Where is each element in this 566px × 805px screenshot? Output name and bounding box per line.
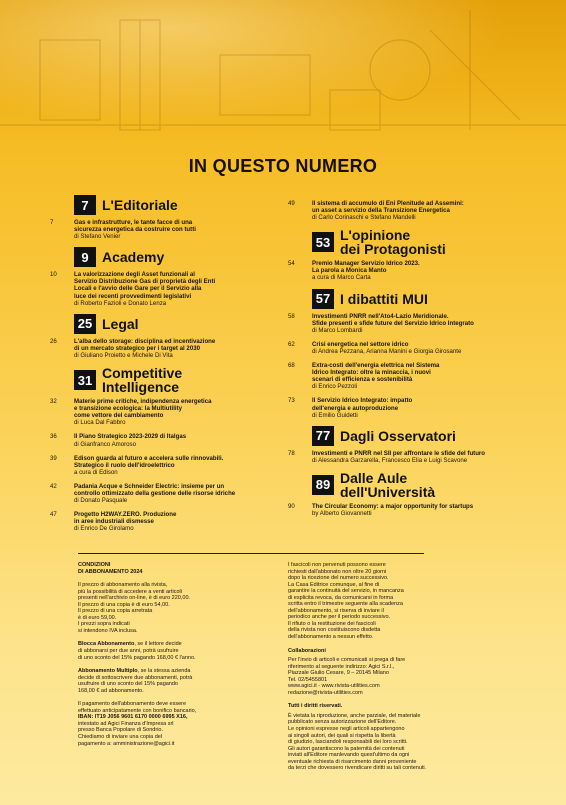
collaborations-contact: Per l'invio di articoli e comunicati si prega di fare riferimento al seguente indirizzo: Agici S.r.l., Piazzale Giulio Cesare, 9 – 20145 Milano Tel. 02/5455801 www.agici.it - www.rivista-utilities.com redazione@rivista-utilities.com — [288, 657, 406, 696]
toc-entry — [50, 483, 280, 504]
entry-title: La valorizzazione degli Asset funzionali al Servizio Distribuzione Gas di proprietà degli Enti Locali e l'avvio delle Gare per il Servizio alla luce dei recenti provvedimenti legislativi — [74, 271, 216, 300]
entry-page: 54 — [288, 260, 295, 268]
entry-author: di Enrico Pezzoli — [312, 383, 358, 391]
entry-author: a cura di Marco Carta — [312, 274, 371, 282]
toc-entry — [50, 219, 280, 240]
entry-author: di Carlo Corinaschi e Stefano Mandelli — [312, 214, 416, 222]
entry-text — [74, 271, 280, 306]
section-number-badge: 25 — [74, 314, 96, 334]
entry-page: 26 — [50, 337, 57, 345]
entry-title: Edison guarda al futuro e accelera sulle rinnovabili. Strategico il ruolo dell'idroelettrico — [74, 454, 224, 469]
entry-text — [312, 200, 518, 221]
entry-text — [74, 483, 280, 504]
iban: IBAN: IT19 J056 9601 6170 0000 6995 X16, — [78, 714, 188, 721]
entry-text — [312, 260, 518, 281]
entry-page: 42 — [50, 482, 57, 490]
section-number-badge: 9 — [74, 247, 96, 267]
entry-author: a cura di Edison — [74, 468, 118, 476]
entry-author: by Alberto Giovannetti — [312, 509, 372, 517]
entry-page: 58 — [288, 312, 295, 320]
entry-title: Crisi energetica nel settore idrico — [312, 340, 409, 348]
entry-page: 39 — [50, 454, 57, 462]
toc-entry — [288, 260, 518, 281]
entry-text — [74, 398, 280, 426]
missing-issues-note: I fascicoli non pervenuti possono essere richiesti dall'abbonato non oltre 20 giorni dopo la ricezione del numero successivo. La Casa Editrice comunque, al fine di garantire la continuità del servizio, in mancanza di esplicita revoca, da comunicarsi in forma scritta entro il trimestre seguente alla scadenza dell'abbonamento, si riserva di inviare il periodico anche per il periodo successivo. Il rifiuto o la restituzione dei fascicoli della rivista non costituiscono disdetta dell'abbonamento a nessun effetto. — [288, 562, 404, 641]
toc-right-column — [288, 200, 518, 524]
entry-text — [74, 433, 280, 447]
toc-entry — [50, 271, 280, 306]
section-title: Academy — [102, 249, 165, 266]
entry-page: 47 — [50, 511, 57, 519]
section-title: Dalle Aule dell'Università — [340, 469, 436, 500]
section-number-badge: 31 — [74, 370, 96, 390]
section-number-badge: 57 — [312, 289, 334, 309]
entry-text — [312, 341, 518, 355]
entry-title: L'alba dello storage: disciplina ed incentivazione di un mercato strategico per i target al 2030 — [74, 337, 216, 352]
entry-author: di Enrico De Girolamo — [74, 525, 134, 533]
toc-entry — [50, 511, 280, 532]
toc-entry — [288, 200, 518, 221]
entry-author: di Donato Pasquale — [74, 497, 128, 505]
conditions-heading: CONDIZIONI DI ABBONAMENTO 2024 — [78, 562, 143, 575]
entry-page: 32 — [50, 398, 57, 406]
entry-author: di Roberto Fazioli e Donato Lenza — [74, 299, 167, 307]
toc-entry — [288, 341, 518, 355]
conditions-two-year: Blocca Abbonamento, se il lettore decide di abbonarsi per due anni, potrà usufruire di uno sconto del 15% pagando 168,00 € l'anno. — [78, 641, 196, 661]
entry-page: 36 — [50, 433, 57, 441]
entry-title: Gas e infrastrutture, le tante facce di una sicurezza energetica da costruire con tutti — [74, 219, 196, 234]
entry-title: The Circular Economy: a major opportunity for startups — [312, 502, 474, 510]
entry-author: di Marco Lombardi — [312, 326, 363, 334]
toc-entry — [288, 362, 518, 390]
section-title: L'Editoriale — [102, 197, 178, 213]
entry-page: 73 — [288, 397, 295, 405]
toc-entry — [288, 450, 518, 464]
entry-title: Padania Acque e Schneider Electric: insieme per un controllo ottimizzato della gestione delle risorse idriche — [74, 482, 236, 497]
entry-page: 90 — [288, 502, 295, 510]
entry-title: Extra-costi dell'energia elettrica nel Sistema Idrico Integrato: oltre la minaccia, i nuovi scenari di efficienza e sostenibilità — [312, 362, 440, 384]
entry-text — [312, 450, 518, 464]
industrial-silhouette-image — [0, 0, 566, 140]
toc-entry — [50, 433, 280, 447]
entry-author: di Alessandra Garzarella, Francesco Elia e Luigi Scavone — [312, 456, 468, 464]
entry-text — [312, 313, 518, 334]
collaborations-heading: Collaborazioni — [288, 647, 326, 654]
toc-entry — [288, 503, 518, 517]
toc-entry — [50, 455, 280, 476]
entry-text — [312, 503, 518, 517]
entry-author: di Gianfranco Amoroso — [74, 440, 136, 448]
section-number-badge: 77 — [312, 426, 334, 446]
divider — [78, 553, 424, 554]
section-number-badge: 89 — [312, 475, 334, 495]
entry-title: Investimenti e PNRR nel SII per affrontare le sfide del futuro — [312, 449, 486, 457]
entry-page: 68 — [288, 362, 295, 370]
entry-page: 78 — [288, 449, 295, 457]
section-title: L'opinione dei Protagonisti — [340, 227, 446, 258]
entry-author: di Giuliano Proietto e Michele Di Vita — [74, 351, 173, 359]
section-header — [312, 228, 518, 256]
entry-title: Il Piano Strategico 2023-2029 di Italgas — [74, 433, 187, 441]
conditions-multiple: Abbonamento Multiplo, se la stessa azienda decide di sottoscrivere due abbonamenti, potrà usufruire di uno sconto del 15% pagando 168,00 € ad abbonamento. — [78, 668, 193, 694]
toc-entry — [50, 398, 280, 426]
entry-title: Progetto H2WAY.ZERO. Produzione in aree industriali dismesse — [74, 511, 177, 526]
section-header — [312, 471, 518, 499]
subscription-conditions — [78, 562, 258, 754]
entry-page: 10 — [50, 271, 57, 279]
section-header — [312, 426, 518, 446]
section-header — [74, 195, 280, 215]
entry-text — [74, 338, 280, 359]
rights-heading: Tutti i diritti riservati. — [288, 703, 343, 710]
entry-page: 49 — [288, 200, 295, 207]
entry-text — [74, 455, 280, 476]
entry-title: Investimenti PNRR nell'Ato4-Lazio Meridionale. Sfide presenti e sfide future del Servizio Idrico Integrato — [312, 312, 474, 327]
section-title: I dibattiti MUI — [340, 290, 428, 307]
toc-left-column — [50, 195, 280, 539]
subscription-info — [288, 562, 488, 779]
entry-title: Premio Manager Servizio Idrico 2023. La parola a Monica Manto — [312, 260, 420, 275]
section-header — [74, 247, 280, 267]
header-photo — [0, 0, 566, 140]
section-title: Dagli Osservatori — [340, 427, 456, 444]
toc-entry — [288, 313, 518, 334]
rights-text: È vietata la riproduzione, anche parziale, del materiale pubblicato senza autorizzazione dell'Editore. Le opinioni espresse negli articoli appartengono ai singoli autori, dei quali si rispetta la libertà di giudizio, lasciandoli responsabili dei loro scritti. Gli autori garantiscono la paternità dei contenuti inviati all'Editore manlevando quest'ultimo da ogni eventuale richiesta di risarcimento danni proveniente da terzi che dovessero rivendicare diritti su tali contenuti. — [288, 712, 427, 772]
entry-author: di Luca Dal Fabbro — [74, 419, 126, 427]
section-title: Legal — [102, 315, 139, 332]
entry-author: di Emilio Guidetti — [312, 411, 358, 419]
section-header — [74, 366, 280, 394]
conditions-prices: Il prezzo di abbonamento alla rivista, più la possibilità di accedere a venti articoli presenti nell'archivio on-line, è di euro 220,00. Il prezzo di una copia è di euro 54,00. Il prezzo di una copia arretrata è di euro 59,00. I prezzi sopra indicati si intendono IVA inclusa. — [78, 582, 191, 634]
entry-text — [74, 511, 280, 532]
section-number-badge: 53 — [312, 232, 334, 252]
entry-title: Il Servizio Idrico Integrato: impatto dell'energia e autoproduzione — [312, 397, 413, 412]
section-header — [312, 289, 518, 309]
section-number-badge: 7 — [74, 195, 96, 215]
toc-entry — [288, 397, 518, 418]
entry-text — [312, 362, 518, 390]
entry-author: di Andrea Pezzana, Arianna Manini e Giorgia Girosante — [312, 347, 462, 355]
entry-title: Il sistema di accumulo di Eni Plenitude ad Assemini: un asset a servizio della Transizione Energetica — [312, 200, 464, 215]
page-title: IN QUESTO NUMERO — [188, 156, 378, 176]
section-header — [74, 314, 280, 334]
entry-text — [74, 219, 280, 240]
conditions-payment: Il pagamento dell'abbonamento deve essere effettuato anticipatamente con bonifico bancario, IBAN: IT19 J056 9601 6170 0000 6995 X16, intestato ad Agici Finanza d'Impresa srl presso Banca Popolare di Sondrio. Chiediamo di inviare una copia del pagamento a: amministrazione@agici.it — [78, 701, 197, 747]
section-title: Competitive Intelligence — [102, 365, 183, 396]
entry-page: 7 — [50, 219, 54, 226]
entry-text — [312, 397, 518, 418]
entry-title: Materie prime critiche, indipendenza energetica e transizione ecologica: la Multiutility come vettore del cambiamento — [74, 398, 212, 420]
entry-author: di Stefano Venier — [74, 233, 121, 241]
entry-page: 62 — [288, 340, 295, 348]
toc-entry — [50, 338, 280, 359]
